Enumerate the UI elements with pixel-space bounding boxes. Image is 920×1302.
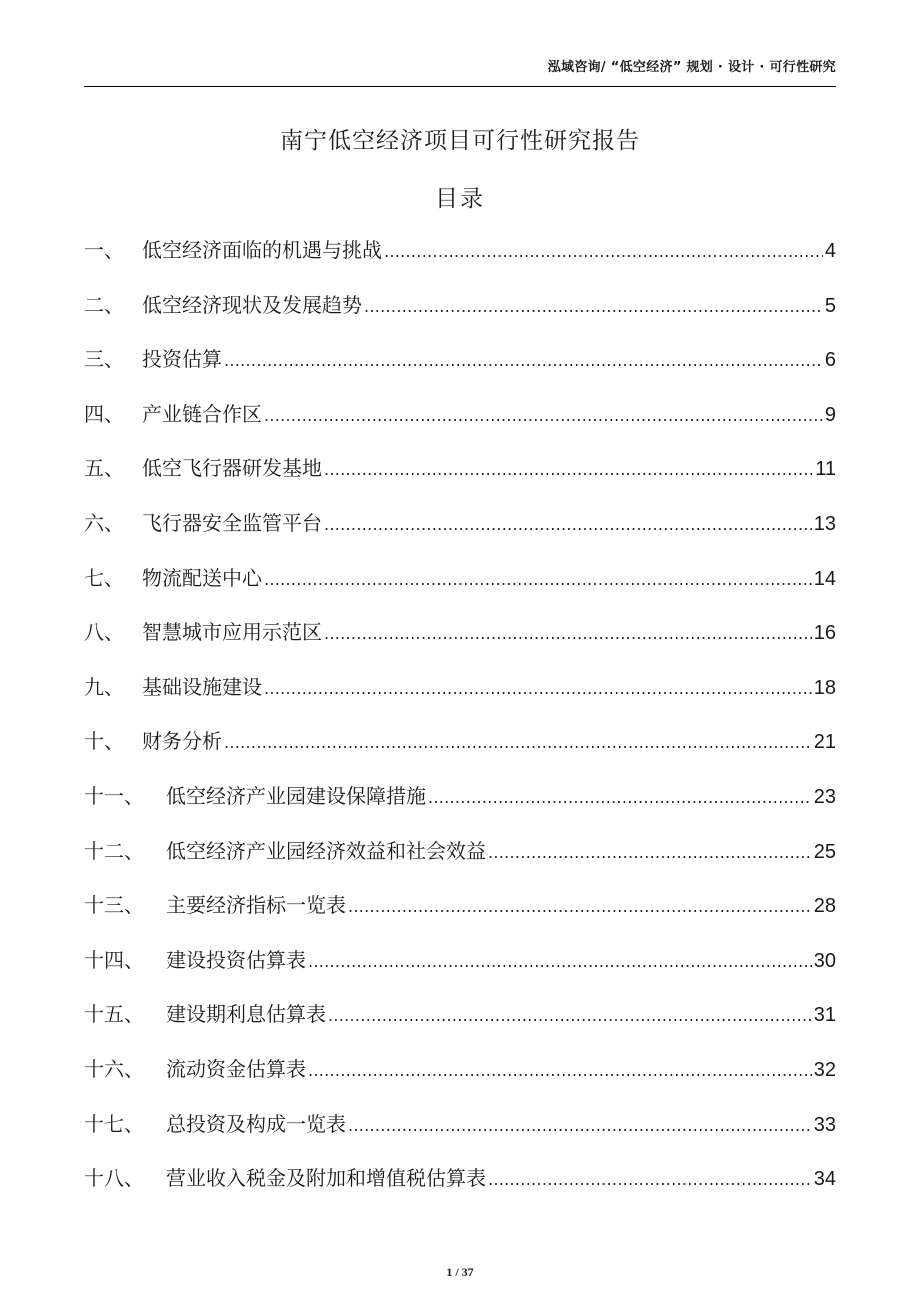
toc-leader-dots <box>308 939 812 985</box>
toc-entry-page: 30 <box>813 949 836 972</box>
toc-entry-number: 八、 <box>84 620 124 645</box>
toc-entry-title: 流动资金估算表 <box>166 1056 306 1081</box>
toc-entry-title: 低空经济产业园经济效益和社会效益 <box>166 838 486 863</box>
toc-leader-dots <box>308 1048 812 1094</box>
toc-entry-number: 十六、 <box>84 1056 144 1081</box>
toc-entry-page: 31 <box>813 1004 836 1027</box>
toc-entry-page: 4 <box>824 240 836 262</box>
toc-entry-page: 32 <box>813 1058 836 1081</box>
toc-entry-number: 十、 <box>84 729 124 754</box>
table-of-contents <box>84 227 836 1210</box>
toc-entry[interactable] <box>84 336 836 391</box>
toc-leader-dots <box>348 1103 812 1149</box>
toc-leader-dots <box>264 393 823 439</box>
toc-entry-number: 一、 <box>84 238 124 262</box>
toc-entry-page: 14 <box>813 567 836 590</box>
toc-leader-dots <box>264 666 812 712</box>
page-number: 1 / 37 <box>446 1265 474 1279</box>
toc-entry[interactable] <box>84 282 836 337</box>
toc-entry[interactable] <box>84 664 836 719</box>
toc-entry[interactable] <box>84 718 836 773</box>
toc-entry-page: 13 <box>813 512 836 535</box>
toc-entry[interactable] <box>84 1046 836 1101</box>
toc-entry-title: 投资估算 <box>142 347 222 372</box>
document-title: 南宁低空经济项目可行性研究报告 <box>280 128 640 154</box>
toc-heading: 目录 <box>435 186 485 212</box>
toc-entry-title: 飞行器安全监管平台 <box>142 510 322 535</box>
toc-entry-title: 财务分析 <box>142 729 222 754</box>
toc-entry-title: 低空经济现状及发展趋势 <box>142 292 362 317</box>
toc-entry-number: 十一、 <box>84 783 144 808</box>
toc-entry[interactable] <box>84 773 836 828</box>
toc-entry[interactable] <box>84 391 836 446</box>
toc-entry[interactable] <box>84 1101 836 1156</box>
toc-entry-number: 七、 <box>84 565 124 590</box>
toc-entry[interactable] <box>84 609 836 664</box>
toc-leader-dots <box>224 338 823 384</box>
toc-entry[interactable] <box>84 937 836 992</box>
toc-entry-title: 总投资及构成一览表 <box>166 1111 346 1136</box>
toc-entry-page: 6 <box>824 349 836 372</box>
toc-leader-dots <box>488 1157 812 1203</box>
toc-entry-number: 十三、 <box>84 893 144 918</box>
toc-entry-page: 33 <box>813 1113 836 1136</box>
toc-entry-title: 建设投资估算表 <box>166 947 306 972</box>
toc-entry[interactable] <box>84 227 836 282</box>
toc-entry-number: 五、 <box>84 456 124 481</box>
toc-leader-dots <box>428 775 812 821</box>
toc-entry-title: 建设期利息估算表 <box>166 1002 326 1027</box>
toc-entry-number: 二、 <box>84 292 124 317</box>
toc-entry-title: 营业收入税金及附加和增值税估算表 <box>166 1166 486 1191</box>
toc-entry[interactable] <box>84 828 836 883</box>
running-header: 泓域咨询/ “低空经济” 规划 · 设计 · 可行性研究 <box>547 60 836 75</box>
toc-entry-number: 六、 <box>84 510 124 535</box>
toc-entry[interactable] <box>84 882 836 937</box>
toc-entry-title: 低空经济面临的机遇与挑战 <box>142 238 382 262</box>
toc-entry-number: 十五、 <box>84 1002 144 1027</box>
toc-entry-number: 三、 <box>84 347 124 372</box>
header-divider <box>84 86 836 87</box>
toc-leader-dots <box>328 993 812 1039</box>
toc-entry-page: 16 <box>813 622 836 645</box>
toc-leader-dots <box>324 502 812 548</box>
toc-entry-page: 9 <box>824 403 836 426</box>
toc-leader-dots <box>488 830 812 876</box>
toc-entry-page: 25 <box>813 840 836 863</box>
toc-entry-title: 主要经济指标一览表 <box>166 893 346 918</box>
toc-entry-page: 34 <box>813 1168 836 1191</box>
toc-entry-number: 四、 <box>84 401 124 426</box>
toc-entry[interactable] <box>84 500 836 555</box>
toc-entry-title: 低空经济产业园建设保障措施 <box>166 783 426 808</box>
toc-entry-number: 十七、 <box>84 1111 144 1136</box>
toc-leader-dots <box>384 229 823 275</box>
toc-entry-title: 智慧城市应用示范区 <box>142 620 322 645</box>
toc-entry[interactable] <box>84 555 836 610</box>
toc-entry-title: 基础设施建设 <box>142 674 262 699</box>
toc-leader-dots <box>348 884 812 930</box>
toc-entry[interactable] <box>84 991 836 1046</box>
toc-entry-page: 28 <box>813 895 836 918</box>
toc-leader-dots <box>364 284 823 330</box>
toc-entry-title: 物流配送中心 <box>142 565 262 590</box>
toc-entry-page: 5 <box>824 294 836 317</box>
toc-entry-title: 产业链合作区 <box>142 401 262 426</box>
toc-entry[interactable] <box>84 1155 836 1210</box>
toc-entry-number: 十二、 <box>84 838 144 863</box>
toc-entry-number: 十八、 <box>84 1166 144 1191</box>
toc-leader-dots <box>324 447 813 493</box>
toc-leader-dots <box>324 611 812 657</box>
toc-leader-dots <box>264 557 812 603</box>
toc-leader-dots <box>224 720 812 766</box>
toc-entry-number: 九、 <box>84 674 124 699</box>
toc-entry-number: 十四、 <box>84 947 144 972</box>
toc-entry-page: 11 <box>815 458 836 481</box>
toc-entry[interactable] <box>84 445 836 500</box>
toc-entry-title: 低空飞行器研发基地 <box>142 456 322 481</box>
toc-entry-page: 23 <box>813 785 836 808</box>
toc-entry-page: 18 <box>813 676 836 699</box>
toc-entry-page: 21 <box>813 731 836 754</box>
